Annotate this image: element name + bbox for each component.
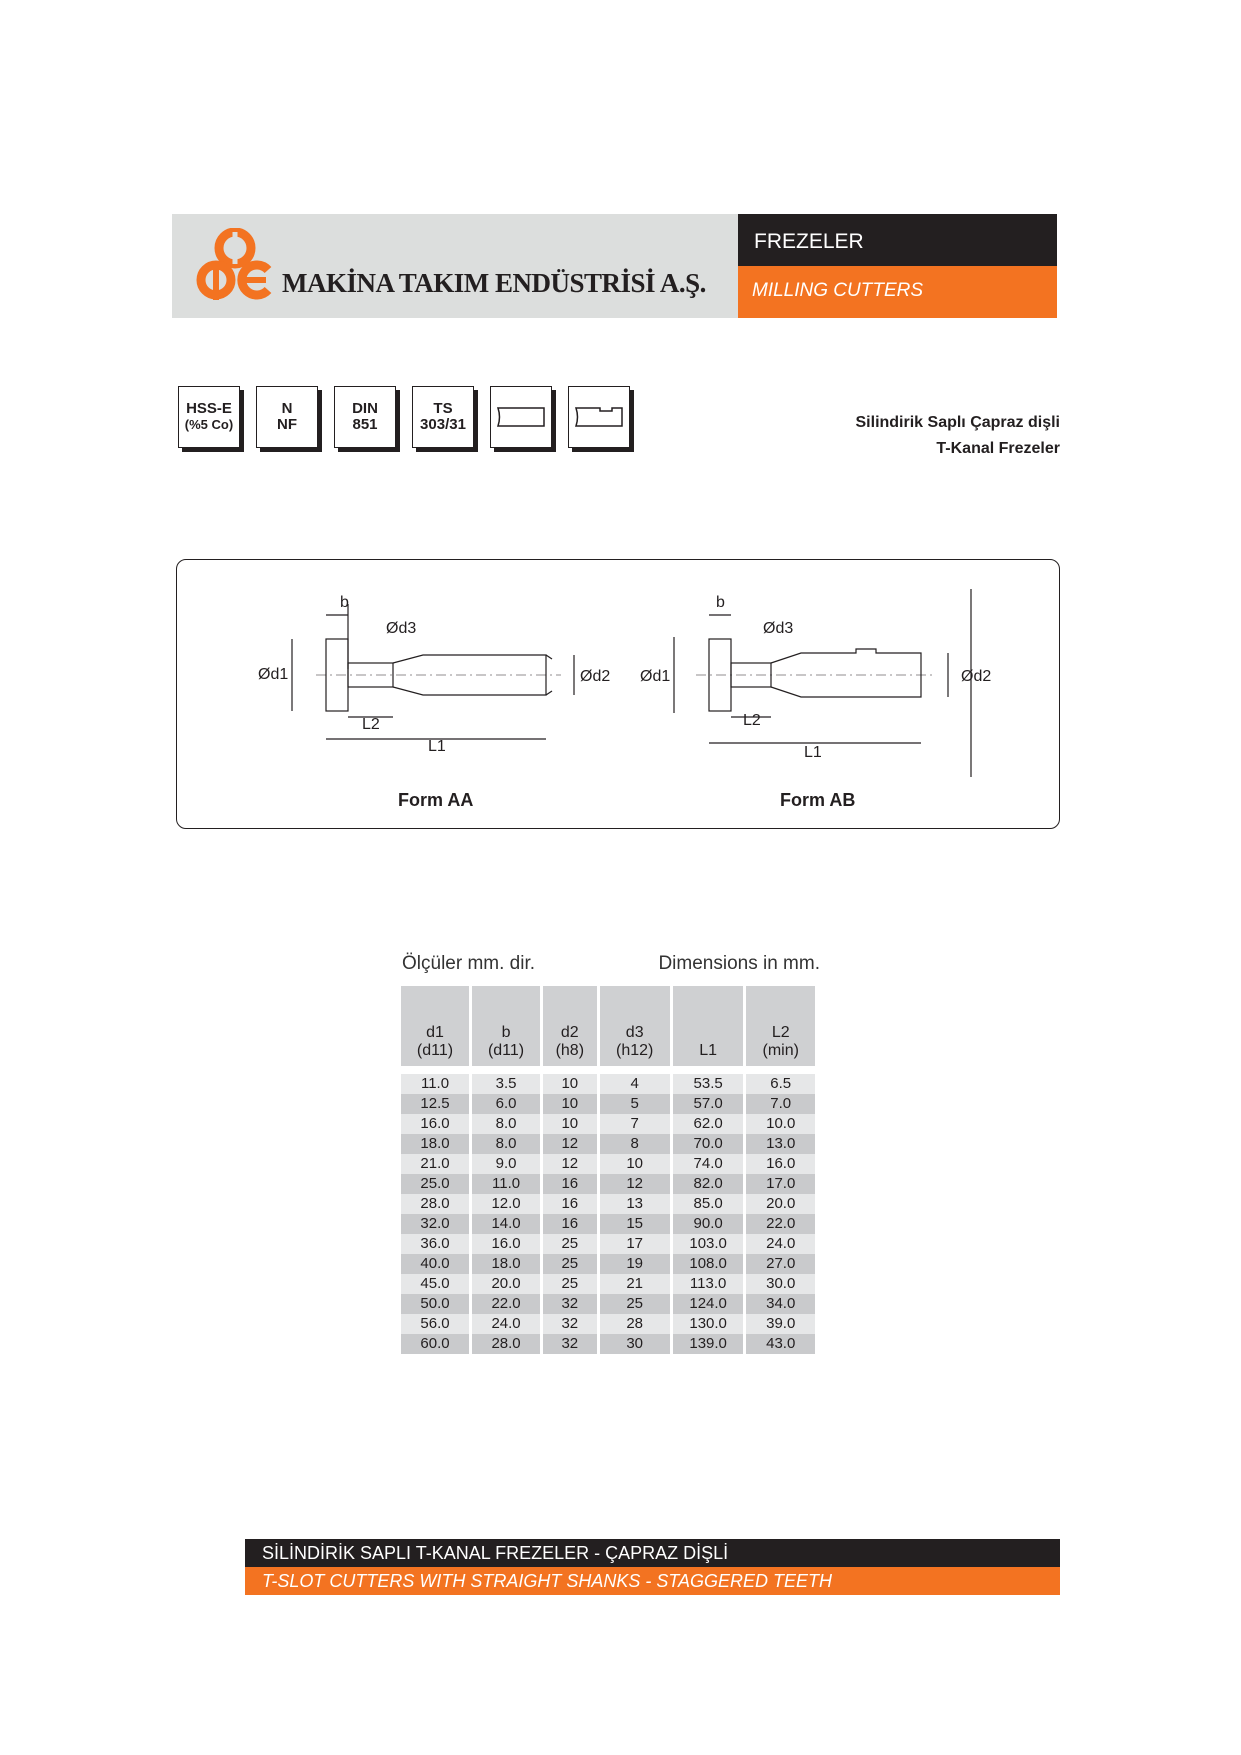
table-cell: 124.0 xyxy=(673,1294,744,1314)
table-cell: 16 xyxy=(543,1214,597,1234)
header-tolerance: (min) xyxy=(762,1042,799,1059)
table-cell: 11.0 xyxy=(472,1174,540,1194)
table-cell: 12 xyxy=(543,1134,597,1154)
header-name: d2 xyxy=(560,1024,579,1041)
table-cell: 62.0 xyxy=(673,1114,744,1134)
table-cell: 18.0 xyxy=(472,1254,540,1274)
column-header xyxy=(600,986,670,1066)
table-cell: 24.0 xyxy=(746,1234,815,1254)
table-cell: 16 xyxy=(543,1194,597,1214)
table-cell: 32.0 xyxy=(401,1214,469,1234)
table-cell: 25.0 xyxy=(401,1174,469,1194)
table-row xyxy=(401,1274,815,1294)
badge-text: DIN xyxy=(352,400,378,417)
technical-drawing xyxy=(176,559,1060,829)
table-cell: 57.0 xyxy=(673,1094,744,1114)
header-tolerance: (d11) xyxy=(487,1042,525,1059)
badge-text: (%5 Co) xyxy=(184,417,234,432)
header-name: L1 xyxy=(699,1042,718,1059)
footer-title-tr: SİLİNDİRİK SAPLI T-KANAL FREZELER - ÇAPRAZ DİŞLİ xyxy=(245,1539,1060,1567)
caption-tr: Ölçüler mm. dir. xyxy=(402,953,536,974)
table-cell: 39.0 xyxy=(746,1314,815,1334)
table-cell: 16.0 xyxy=(401,1114,469,1134)
dim-l2: L2 xyxy=(362,716,380,733)
table-cell: 85.0 xyxy=(673,1194,744,1214)
table-cell: 30 xyxy=(600,1334,670,1354)
table-cell: 18.0 xyxy=(401,1134,469,1154)
dim-d2: Ød2 xyxy=(580,668,611,685)
header-name: d3 xyxy=(625,1024,644,1041)
table-cell: 36.0 xyxy=(401,1234,469,1254)
table-cell: 10 xyxy=(543,1114,597,1134)
table-cell: 12.0 xyxy=(472,1194,540,1214)
table-cell: 16.0 xyxy=(746,1154,815,1174)
table-row xyxy=(401,1174,815,1194)
table-cell: 3.5 xyxy=(472,1074,540,1094)
table-cell: 21 xyxy=(600,1274,670,1294)
table-cell: 90.0 xyxy=(673,1214,744,1234)
table-row xyxy=(401,1134,815,1154)
company-logo xyxy=(196,228,274,304)
table-cell: 16 xyxy=(543,1174,597,1194)
dim-b: b xyxy=(340,594,349,611)
column-header xyxy=(543,986,597,1066)
header-tolerance: (h12) xyxy=(616,1042,654,1059)
table-cell: 32 xyxy=(543,1294,597,1314)
table-cell: 82.0 xyxy=(673,1174,744,1194)
dimensions-table xyxy=(398,986,818,1354)
table-cell: 70.0 xyxy=(673,1134,744,1154)
table-cell: 20.0 xyxy=(746,1194,815,1214)
table-row xyxy=(401,1154,815,1174)
product-title-line2: T-Kanal Frezeler xyxy=(936,440,1060,457)
table-cell: 8 xyxy=(600,1134,670,1154)
table-cell: 14.0 xyxy=(472,1214,540,1234)
dim-d1: Ød1 xyxy=(640,668,671,685)
dim-l1: L1 xyxy=(804,744,822,761)
table-cell: 8.0 xyxy=(472,1114,540,1134)
category-title-en: MILLING CUTTERS xyxy=(738,266,1057,318)
table-cell: 12 xyxy=(600,1174,670,1194)
table-cell: 20.0 xyxy=(472,1274,540,1294)
straight-shank-icon xyxy=(494,405,548,429)
weldon-shank-icon xyxy=(572,405,626,429)
table-row xyxy=(401,1314,815,1334)
table-cell: 6.0 xyxy=(472,1094,540,1114)
dim-l1: L1 xyxy=(428,738,446,755)
table-cell: 10.0 xyxy=(746,1114,815,1134)
company-name: MAKİNA TAKIM ENDÜSTRİSİ A.Ş. xyxy=(282,268,706,298)
footer-title-en: T-SLOT CUTTERS WITH STRAIGHT SHANKS - STAGGERED TEETH xyxy=(245,1567,1060,1595)
table-cell: 17.0 xyxy=(746,1174,815,1194)
table-cell: 28.0 xyxy=(472,1334,540,1354)
table-cell: 32 xyxy=(543,1334,597,1354)
table-cell: 10 xyxy=(600,1154,670,1174)
column-header xyxy=(401,986,469,1066)
table-caption xyxy=(402,953,820,975)
header-name: d1 xyxy=(426,1024,444,1041)
table-cell: 17 xyxy=(600,1234,670,1254)
table-cell: 9.0 xyxy=(472,1154,540,1174)
table-cell: 30.0 xyxy=(746,1274,815,1294)
table-cell: 19 xyxy=(600,1254,670,1274)
table-row xyxy=(401,1294,815,1314)
table-cell: 10 xyxy=(543,1074,597,1094)
table-cell: 25 xyxy=(600,1294,670,1314)
header-name: b xyxy=(501,1024,511,1041)
form-aa-drawing xyxy=(292,604,574,739)
header-tolerance: (d11) xyxy=(416,1042,454,1059)
category-title-tr: FREZELER xyxy=(738,214,1057,266)
dim-d1: Ød1 xyxy=(258,666,289,683)
table-cell: 7.0 xyxy=(746,1094,815,1114)
badge-text: 851 xyxy=(352,416,378,433)
badge-din xyxy=(334,386,396,448)
dim-l2: L2 xyxy=(743,712,761,729)
table-cell: 11.0 xyxy=(401,1074,469,1094)
badge-text: N xyxy=(281,400,293,417)
table-cell: 12.5 xyxy=(401,1094,469,1114)
table-cell: 50.0 xyxy=(401,1294,469,1314)
form-ab-label: Form AB xyxy=(780,790,856,810)
column-header xyxy=(746,986,815,1066)
table-cell: 60.0 xyxy=(401,1334,469,1354)
table-row xyxy=(401,1254,815,1274)
column-header xyxy=(472,986,540,1066)
table-row xyxy=(401,1334,815,1354)
badge-shank xyxy=(490,386,552,448)
badge-text: HSS-E xyxy=(186,400,232,417)
table-cell: 45.0 xyxy=(401,1274,469,1294)
table-cell: 13 xyxy=(600,1194,670,1214)
form-aa-label: Form AA xyxy=(398,790,474,810)
table-cell: 25 xyxy=(543,1274,597,1294)
dim-d3: Ød3 xyxy=(763,620,794,637)
column-header xyxy=(673,986,744,1066)
header-tolerance: (h8) xyxy=(555,1042,585,1059)
table-cell: 22.0 xyxy=(472,1294,540,1314)
table-row xyxy=(401,1114,815,1134)
table-row xyxy=(401,1194,815,1214)
table-row xyxy=(401,1214,815,1234)
badge-material xyxy=(178,386,240,448)
table-cell: 22.0 xyxy=(746,1214,815,1234)
table-cell: 56.0 xyxy=(401,1314,469,1334)
table-cell: 6.5 xyxy=(746,1074,815,1094)
table-cell: 103.0 xyxy=(673,1234,744,1254)
table-cell: 32 xyxy=(543,1314,597,1334)
table-cell: 139.0 xyxy=(673,1334,744,1354)
badge-text: TS xyxy=(433,400,453,417)
table-cell: 10 xyxy=(543,1094,597,1114)
table-cell: 74.0 xyxy=(673,1154,744,1174)
table-row xyxy=(401,1234,815,1254)
caption-en: Dimensions in mm. xyxy=(658,953,820,974)
table-cell: 4 xyxy=(600,1074,670,1094)
table-cell: 113.0 xyxy=(673,1274,744,1294)
table-cell: 5 xyxy=(600,1094,670,1114)
table-row xyxy=(401,1094,815,1114)
badge-shank-weldon xyxy=(568,386,630,448)
product-title-line1: Silindirik Saplı Çapraz dişli xyxy=(855,414,1060,431)
table-cell: 7 xyxy=(600,1114,670,1134)
table-row xyxy=(401,1074,815,1094)
table-cell: 53.5 xyxy=(673,1074,744,1094)
table-cell: 43.0 xyxy=(746,1334,815,1354)
dim-d2: Ød2 xyxy=(961,668,992,685)
table-cell: 28.0 xyxy=(401,1194,469,1214)
product-title xyxy=(856,410,1061,462)
table-cell: 130.0 xyxy=(673,1314,744,1334)
table-cell: 34.0 xyxy=(746,1294,815,1314)
table-cell: 8.0 xyxy=(472,1134,540,1154)
badge-text: NF xyxy=(277,416,297,433)
badge-type xyxy=(256,386,318,448)
table-cell: 24.0 xyxy=(472,1314,540,1334)
table-cell: 13.0 xyxy=(746,1134,815,1154)
table-cell: 25 xyxy=(543,1234,597,1254)
table-cell: 15 xyxy=(600,1214,670,1234)
table-cell: 27.0 xyxy=(746,1254,815,1274)
table-cell: 21.0 xyxy=(401,1154,469,1174)
form-ab-drawing xyxy=(674,589,971,777)
table-cell: 16.0 xyxy=(472,1234,540,1254)
header-name: L2 xyxy=(771,1024,790,1041)
table-cell: 40.0 xyxy=(401,1254,469,1274)
badge-ts xyxy=(412,386,474,448)
badge-text: 303/31 xyxy=(420,416,466,433)
table-cell: 28 xyxy=(600,1314,670,1334)
dim-b: b xyxy=(716,594,725,611)
table-cell: 12 xyxy=(543,1154,597,1174)
table-cell: 108.0 xyxy=(673,1254,744,1274)
dim-d3: Ød3 xyxy=(386,620,417,637)
table-cell: 25 xyxy=(543,1254,597,1274)
